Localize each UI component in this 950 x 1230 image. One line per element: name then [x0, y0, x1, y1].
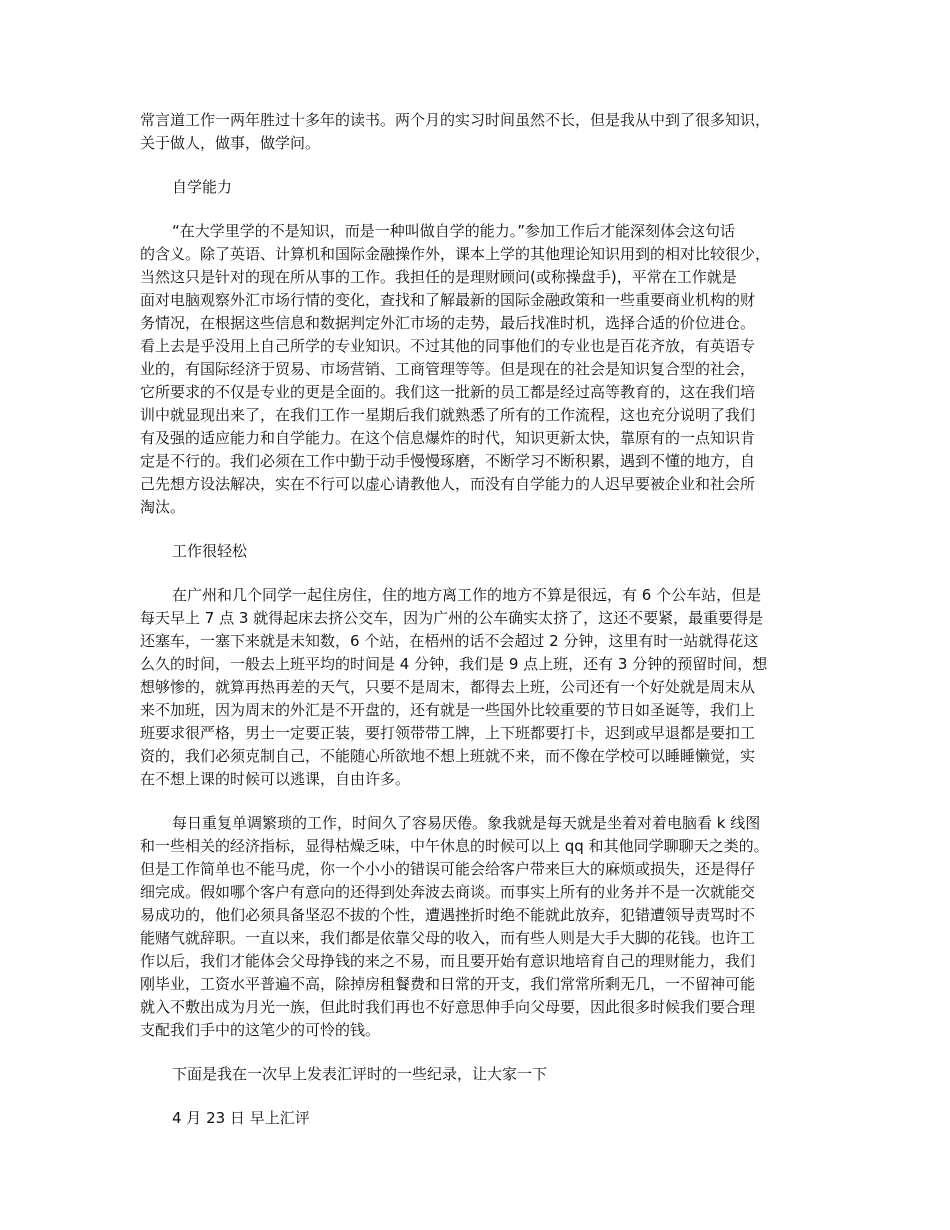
paragraph	[140, 220, 820, 519]
paragraph-gap	[140, 155, 820, 176]
paragraph-line: 业的，有国际经济于贸易、市场营销、工商管理等等。但是现在的社会是知识复合型的社会，	[140, 360, 756, 378]
paragraph-line: 来不加班，因为周末的外汇是不开盘的，还有就是一些国外比较重要的节日如圣诞等，我们上	[140, 701, 756, 719]
paragraph-line: 能赌气就辞职。一直以来，我们都是依靠父母的收入，而有些人则是大手大脚的花钱。也许工	[140, 929, 756, 947]
section-heading: 工作很轻松	[172, 542, 248, 560]
paragraph-line: 支配我们手中的这笔少的可怜的钱。	[140, 1021, 381, 1039]
paragraph-line: 班要求很严格，男士一定要正装，要打领带带工牌，上下班都要打卡，迟到或早退都是要扣工	[140, 724, 756, 742]
paragraph-gap	[140, 519, 820, 540]
section-heading: 下面是我在一次早上发表汇评时的一些纪录，让大家一下	[172, 1065, 548, 1083]
paragraph-gap	[140, 199, 820, 220]
paragraph-line: 定是不行的。我们必须在工作中勤于动手慢慢琢磨，不断学习不断积累，遇到不懂的地方，自	[140, 452, 756, 470]
paragraph-gap	[140, 791, 820, 812]
paragraph-line: 常言道工作一两年胜过十多年的读书。两个月的实习时间虽然不长，但是我从中到了很多知识，	[140, 111, 771, 129]
paragraph-line: 易成功的，他们必须具备坚忍不拔的个性，遭遇挫折时绝不能就此放弃，犯错遭领导责骂时不	[140, 906, 756, 924]
section-heading: 4 月 23 日 早上汇评	[172, 1109, 310, 1127]
paragraph	[140, 109, 820, 155]
paragraph-line: 但是工作简单也不能马虎，你一个小小的错误可能会给客户带来巨大的麻烦或损失，还是得仔	[140, 860, 756, 878]
paragraph-gap	[140, 1086, 820, 1107]
paragraph	[140, 584, 820, 791]
paragraph-gap	[140, 1042, 820, 1063]
paragraph-line: 有及强的适应能力和自学能力。在这个信息爆炸的时代，知识更新太快，靠原有的一点知识肯	[140, 429, 756, 447]
paragraph-line: 面对电脑观察外汇市场行情的变化，查找和了解最新的国际金融政策和一些重要商业机构的财	[140, 291, 756, 309]
paragraph-gap	[140, 563, 820, 584]
paragraph-line: 和一些相关的经济指标，显得枯燥乏味，中午休息的时候可以上 qq 和其他同学聊聊天之类的。	[140, 837, 769, 855]
paragraph-line: 资的，我们必须克制自己，不能随心所欲地不想上班就不来，而不像在学校可以睡睡懒觉，实	[140, 747, 756, 765]
paragraph-line: 看上去是乎没用上自己所学的专业知识。不过其他的同事他们的专业也是百花齐放，有英语专	[140, 337, 756, 355]
paragraph-line: 每日重复单调繁琐的工作，时间久了容易厌倦。象我就是每天就是坐着对着电脑看 k 线图	[172, 814, 761, 832]
paragraph-line: 淘汰。	[140, 498, 186, 516]
document-body	[140, 109, 820, 1130]
paragraph-line: 还塞车，一塞下来就是未知数，6 个站，在梧州的话不会超过 2 分钟，这里有时一站就得花这	[140, 632, 759, 650]
paragraph-line: 它所要求的不仅是专业的更是全面的。我们这一批新的员工都是经过高等教育的，这在我们培	[140, 383, 756, 401]
paragraph-line: 每天早上 7 点 3 就得起床去挤公交车，因为广州的公车确实太挤了，这还不要紧，最重要得是	[140, 609, 764, 627]
paragraph-line: 己先想方设法解决，实在不行可以虚心请教他人，而没有自学能力的人迟早要被企业和社会所	[140, 475, 756, 493]
paragraph-line: 作以后，我们才能体会父母挣钱的来之不易，而且要开始有意识地培育自己的理财能力，我们	[140, 952, 756, 970]
paragraph-line: 的含义。除了英语、计算机和国际金融操作外，课本上学的其他理论知识用到的相对比较很少，	[140, 245, 771, 263]
paragraph-line: 训中就显现出来了，在我们工作一星期后我们就熟悉了所有的工作流程，这也充分说明了我们	[140, 406, 756, 424]
paragraph-line: 想够惨的，就算再热再差的天气，只要不是周末，都得去上班，公司还有一个好处就是周末从	[140, 678, 756, 696]
paragraph-line: 就入不敷出成为月光一族，但此时我们再也不好意思伸手向父母要，因此很多时候我们要合理	[140, 998, 756, 1016]
paragraph-line: 么久的时间，一般去上班平均的时间是 4 分钟，我们是 9 点上班，还有 3 分钟的预留时间，想	[140, 655, 768, 673]
paragraph-line: 务情况，在根据这些信息和数据判定外汇市场的走势，最后找准时机，选择合适的价位进仓。	[140, 314, 756, 332]
section-heading: 自学能力	[172, 178, 233, 196]
paragraph-line: 细完成。假如哪个客户有意向的还得到处奔波去商谈。而事实上所有的业务并不是一次就能交	[140, 883, 756, 901]
paragraph-line: 在广州和几个同学一起住房住，住的地方离工作的地方不算是很远，有 6 个公车站，但是	[172, 586, 762, 604]
paragraph-line: 关于做人，做事，做学问。	[140, 134, 321, 152]
paragraph-line: 在不想上课的时候可以逃课，自由许多。	[140, 770, 411, 788]
paragraph	[140, 812, 820, 1042]
paragraph-line: 当然这只是针对的现在所从事的工作。我担任的是理财顾问(或称操盘手)，平常在工作就是	[140, 268, 737, 286]
paragraph-line: “在大学里学的不是知识，而是一种叫做自学的能力。”参加工作后才能深刻体会这句话	[172, 222, 736, 240]
paragraph-line: 刚毕业，工资水平普遍不高，除掉房租餐费和日常的开支，我们常常所剩无几，一不留神可能	[140, 975, 756, 993]
